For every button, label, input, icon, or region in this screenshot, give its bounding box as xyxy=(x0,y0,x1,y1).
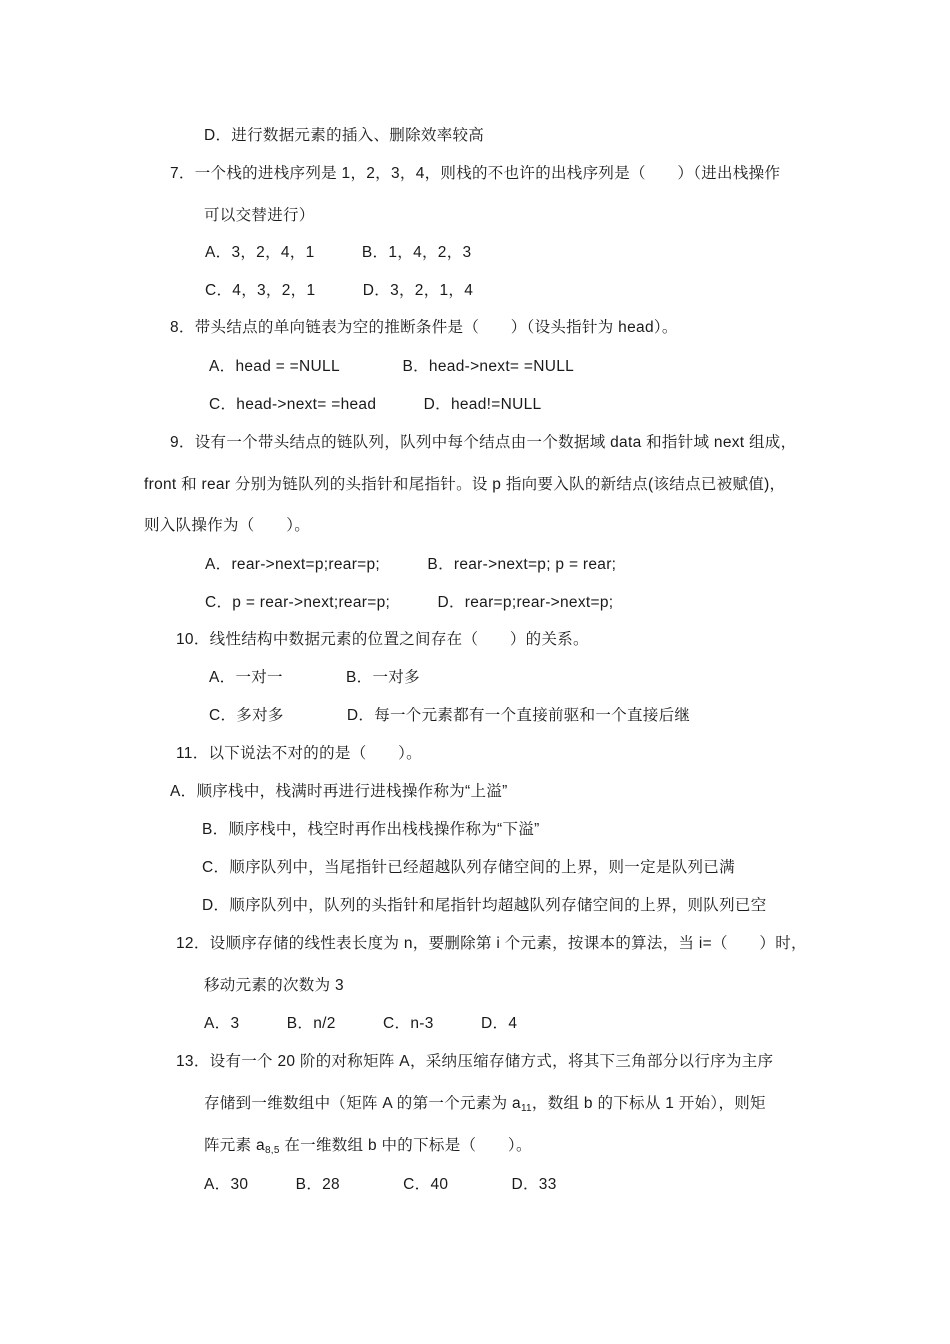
q13-stem-line1: 13．设有一个 20 阶的对称矩阵 A，采纳压缩存储方式，将其下三角部分以行序为主序 xyxy=(176,1053,774,1070)
q8-options-ab: A．head = =NULL B．head->next= =NULL xyxy=(209,358,575,375)
q12-stem-line1: 12．设顺序存储的线性表长度为 n，要删除第 i 个元素，按课本的算法，当 i=（ ）时， xyxy=(176,935,807,952)
q9-stem-line2: front 和 rear 分别为链队列的头指针和尾指针。设 p 指向要入队的新结点(该结点已被赋值)， xyxy=(144,476,786,493)
q7-options-ab: A．3，2，4，1 B．1，4，2，3 xyxy=(205,244,472,261)
q11-option-b: B．顺序栈中，栈空时再作出栈栈操作称为“下溢” xyxy=(202,821,540,838)
q13-line2-text-b: ，数组 b 的下标从 1 开始），则矩 xyxy=(531,1095,766,1112)
q13-line2-text-a: 存储到一维数组中（矩阵 A 的第一个元素为 a xyxy=(204,1095,521,1112)
q11-stem: 11．以下说法不对的的是（ ）。 xyxy=(176,745,422,762)
q10-options-ab: A．一对一 B．一对多 xyxy=(209,669,420,686)
q6-option-d: D．进行数据元素的插入、删除效率较高 xyxy=(204,127,485,144)
q7-options-cd: C．4，3，2，1 D．3，2，1，4 xyxy=(205,282,474,299)
q13-stem-line2 xyxy=(204,1094,766,1114)
q7-stem-line1: 7．一个栈的进栈序列是 1，2，3，4，则栈的不也许的出栈序列是（ ）（进出栈操作 xyxy=(170,165,781,182)
q13-line2-subscript: 11 xyxy=(520,1103,532,1114)
q13-line3-text-b: 在一维数组 b 中的下标是（ ）。 xyxy=(279,1137,532,1154)
q11-option-c: C．顺序队列中，当尾指针已经超越队列存储空间的上界，则一定是队列已满 xyxy=(202,859,735,876)
q9-stem-line3: 则入队操作为（ ）。 xyxy=(144,517,311,534)
q8-options-cd: C．head->next= =head D．head!=NULL xyxy=(209,396,542,413)
q9-stem-line1: 9．设有一个带头结点的链队列，队列中每个结点由一个数据域 data 和指针域 next 组成， xyxy=(170,434,797,451)
q11-option-a: A．顺序栈中，栈满时再进行进栈操作称为“上溢” xyxy=(170,783,508,800)
q13-line3-text-a: 阵元素 a xyxy=(204,1137,265,1154)
q13-stem-line3 xyxy=(204,1136,532,1156)
q13-line3-subscript: 8,5 xyxy=(264,1145,280,1156)
q11-option-d: D．顺序队列中，队列的头指针和尾指针均超越队列存储空间的上界，则队列已空 xyxy=(202,897,767,914)
q7-stem-line2: 可以交替进行） xyxy=(204,207,315,224)
q8-stem: 8．带头结点的单向链表为空的推断条件是（ ）（设头指针为 head）。 xyxy=(170,319,678,336)
q10-options-cd: C．多对多 D．每一个元素都有一个直接前驱和一个直接后继 xyxy=(209,707,691,724)
q9-options-cd: C．p = rear->next;rear=p; D．rear=p;rear->next=p; xyxy=(205,594,614,611)
q9-options-ab: A．rear->next=p;rear=p; B．rear->next=p; p = rear; xyxy=(205,556,617,573)
q10-stem: 10．线性结构中数据元素的位置之间存在（ ）的关系。 xyxy=(176,631,589,648)
q13-options: A．30 B．28 C．40 D．33 xyxy=(204,1176,557,1193)
q12-stem-line2: 移动元素的次数为 3 xyxy=(204,977,344,994)
q12-options: A．3 B．n/2 C．n-3 D．4 xyxy=(204,1015,518,1032)
